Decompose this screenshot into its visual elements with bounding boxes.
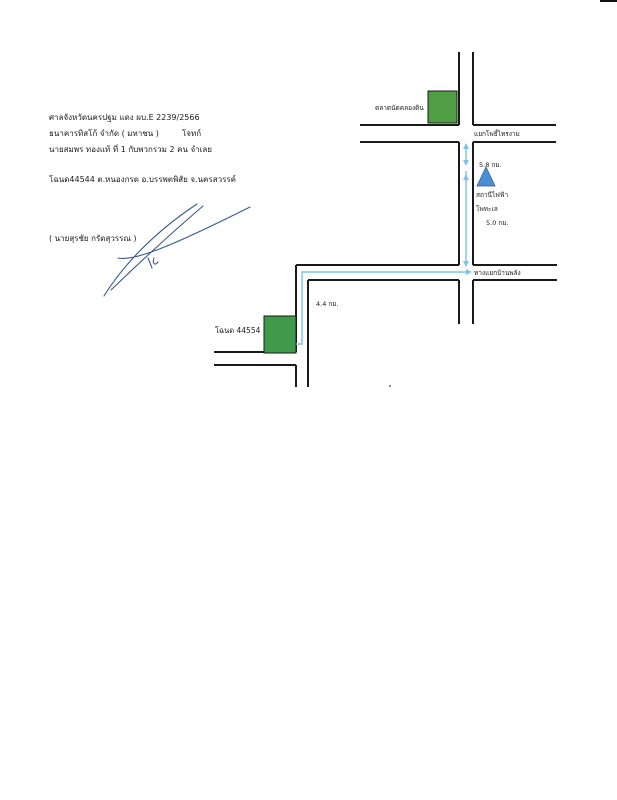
scan-speck xyxy=(389,385,391,387)
junction-south-label: ทางแยกบ้านพลัง xyxy=(474,269,521,277)
signature xyxy=(104,204,250,296)
market-marker xyxy=(428,91,457,123)
station-label-line1: สถานีไฟฟ้า xyxy=(476,191,509,199)
distance-north-label: 5.8 กม. xyxy=(479,161,502,169)
court-case-line: ศาลจังหวัดนครปฐม แดง ผบ.E 2239/2566 xyxy=(49,113,200,122)
defendant-line: นายสมพร ทองแท้ ที่ 1 กับพวกรวม 2 คน จำเลย xyxy=(49,145,212,154)
arrow-down-north xyxy=(463,160,469,166)
arrow-up-north xyxy=(463,143,469,149)
plaintiff-role: โจทก์ xyxy=(182,129,202,138)
arrow-east-junction xyxy=(466,269,472,275)
plot-marker xyxy=(264,316,296,353)
signer-name: ( นายสุรชัย กรัดสุวรรณ ) xyxy=(49,234,137,243)
plot-label: โฉนด 44554 xyxy=(215,326,261,335)
market-label: ตลาดนัดคลองดิน xyxy=(375,104,424,112)
distance-west-label: 4.4 กม. xyxy=(316,300,339,308)
plaintiff-company: ธนาคารทิสโก้ จำกัด ( มหาชน ) xyxy=(49,129,159,138)
junction-north-label: แยกโพธิ์ไทรงาม xyxy=(474,130,520,138)
arrow-up-mid xyxy=(463,174,469,180)
route-path xyxy=(296,146,466,344)
distance-mid-label: 5.0 กม. xyxy=(486,219,509,227)
deed-location-line: โฉนด44544 ต.หนองกรด อ.บรรพตพิสัย จ.นครสวรรค์ xyxy=(49,175,237,184)
route-segment-west xyxy=(296,272,466,344)
power-station-marker xyxy=(477,167,495,186)
station-label-line2: โพทะเล xyxy=(476,205,498,213)
arrow-down-mid xyxy=(463,261,469,267)
route-arrowheads xyxy=(463,143,472,275)
